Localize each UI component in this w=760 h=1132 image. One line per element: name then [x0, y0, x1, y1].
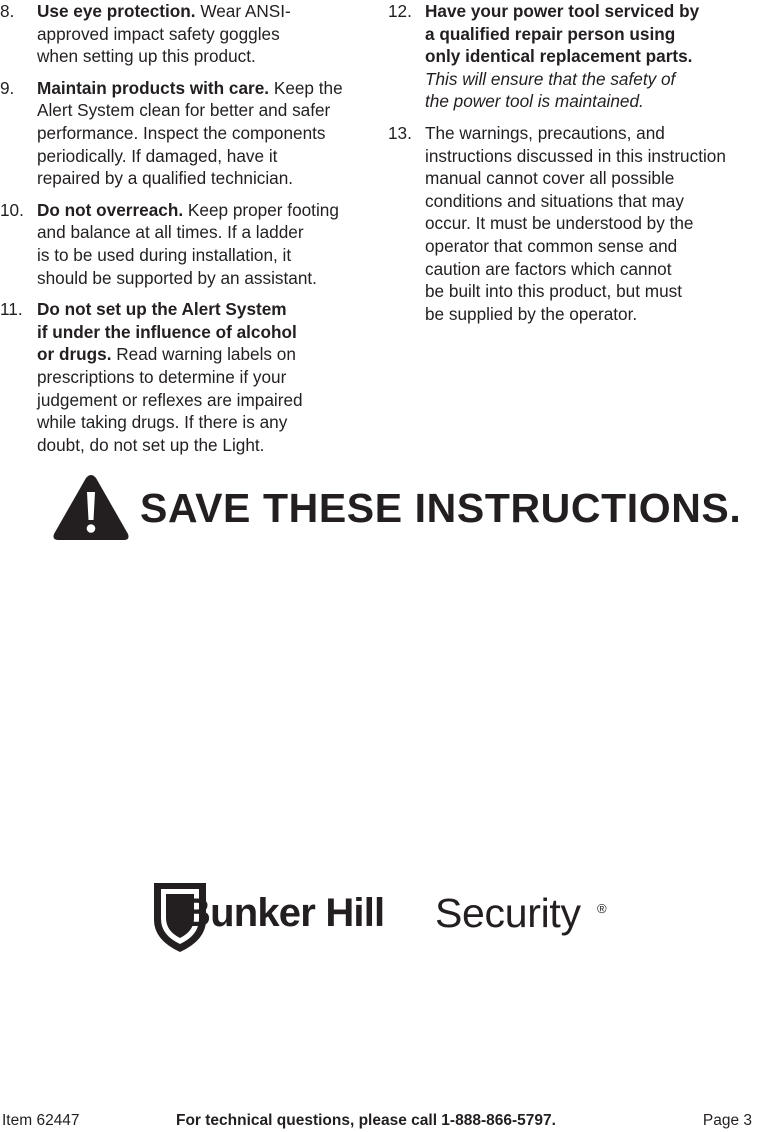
item-lead: Do not set up the Alert System: [37, 299, 287, 320]
logo-wordmark-light: Security: [435, 890, 581, 936]
item-lead: Maintain products with care.: [37, 77, 270, 98]
footer-page-number: Page 3: [702, 1112, 752, 1129]
left-column: [0, 0, 372, 465]
logo-wordmark-bold: Bunker Hill: [182, 891, 385, 935]
instruction-item-13: 13. The warnings, precautions, and instructions discussed in this instruction manual cannot cover all possible conditions and situations that may occur. It must be understood by the operator that common sense and caution are factors which cannot be built into this product, but must be supplied by the operator.: [388, 122, 726, 324]
warning-triangle-icon: [52, 474, 130, 542]
item-lead: Use eye protection.: [37, 1, 196, 21]
item-number: 11.: [0, 299, 23, 320]
instruction-item-8: 8. Use eye protection. Wear ANSI- approved impact safety goggles when setting up this product.: [0, 1, 291, 67]
item-number: 9.: [0, 77, 15, 98]
footer-support-text: For technical questions, please call 1-888-866-5797.: [176, 1112, 556, 1129]
instruction-item-9: 9. Maintain products with care. Keep the Alert System clean for better and safer performance. Inspect the components periodically. If damaged, have it repaired by a qualified technician.: [0, 77, 343, 189]
item-number: 8.: [0, 1, 15, 21]
item-number: 12.: [388, 1, 412, 21]
save-instructions-banner: [52, 474, 742, 544]
instruction-item-12: 12. Have your power tool serviced by a qualified repair person using only identical replacement parts. This will ensure that the safety of the power tool is maintained.: [388, 1, 700, 112]
item-number: 13.: [388, 122, 412, 143]
page-footer: [0, 1110, 760, 1132]
instruction-item-11: 11. Do not set up the Alert System if under the influence of alcohol or drugs. Read warning labels on prescriptions to determine if your judgement or reflexes are impaired while taking drugs. If there is any doubt, do not set up the Light.: [0, 299, 303, 455]
item-number: 10.: [0, 199, 24, 220]
registered-mark: ®: [597, 901, 607, 916]
item-lead: Do not overreach.: [37, 199, 184, 220]
right-column: [388, 0, 760, 334]
save-instructions-text: SAVE THESE INSTRUCTIONS.: [140, 485, 742, 531]
brand-logo: [152, 878, 622, 956]
item-lead: Have your power tool serviced by: [425, 1, 700, 21]
footer-item-number: Item 62447: [2, 1112, 80, 1129]
instruction-item-10: 10. Do not overreach. Keep proper footing and balance at all times. If a ladder is to be used during installation, it should be supported by an assistant.: [0, 199, 339, 288]
